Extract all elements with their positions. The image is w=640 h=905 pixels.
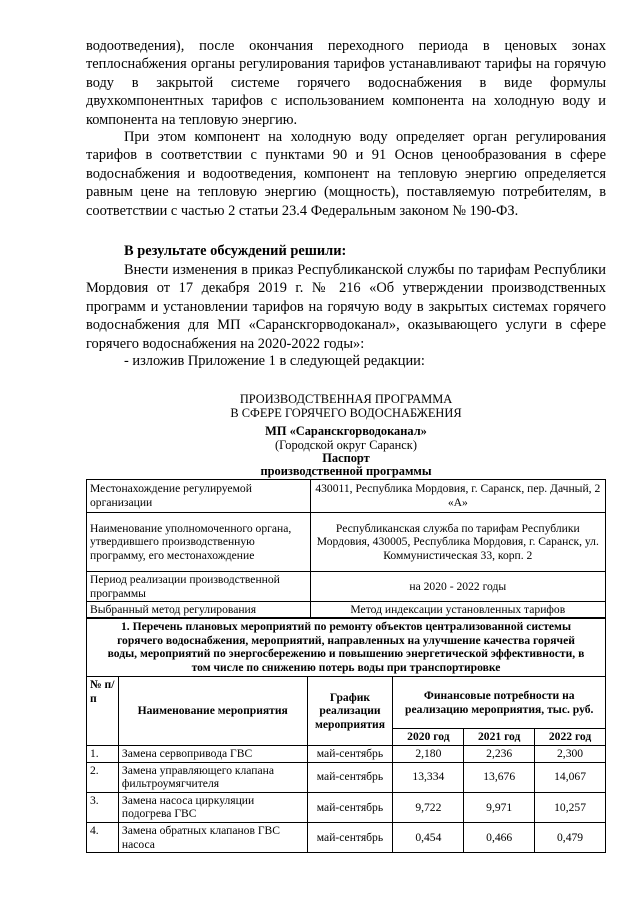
passport-table [86, 479, 606, 619]
row-schedule: май-сентябрь [307, 745, 393, 762]
table-row [87, 745, 606, 762]
program-org: МП «Саранскгорводоканал» [265, 424, 427, 438]
row-num: 1. [87, 745, 119, 762]
row-schedule: май-сентябрь [307, 822, 393, 852]
header-schedule: График реализации мероприятия [307, 677, 393, 746]
row-2022: 2,300 [535, 745, 606, 762]
row-2021: 13,676 [464, 762, 535, 792]
table-row [87, 822, 606, 852]
row-name: Замена сервопривода ГВС [118, 745, 307, 762]
passport-row [87, 513, 606, 572]
passport-title: Паспорт [322, 451, 370, 465]
row-2022: 0,479 [535, 822, 606, 852]
row-num: 2. [87, 762, 119, 792]
row-name: Замена насоса циркуляции подогрева ГВС [118, 792, 307, 822]
passport-label: Местонахождение регулируемой организации [87, 480, 311, 513]
passport-label: Период реализации производственной программы [87, 572, 311, 602]
header-row [87, 677, 606, 729]
passport-label: Выбранный метод регулирования [87, 602, 311, 619]
row-2020: 0,454 [393, 822, 464, 852]
row-name: Замена управляющего клапана фильтроумягчителя [118, 762, 307, 792]
header-name: Наименование мероприятия [118, 677, 307, 746]
table-row [87, 762, 606, 792]
decision-heading: В результате обсуждений решили: [124, 243, 347, 259]
passport-row [87, 572, 606, 602]
row-schedule: май-сентябрь [307, 792, 393, 822]
row-name: Замена обратных клапанов ГВС насоса [118, 822, 307, 852]
row-2020: 9,722 [393, 792, 464, 822]
paragraph-decision: Внести изменения в приказ Республиканской службы по тарифам Республики Мордовия от 17 декабря 2019 г. № 216 «Об утверждении производственных программ и установлении тарифов на горячую воду в закрытых системах горячего водоснабжения для МП «Саранскгорводоканал», оказывающего услуги в сфере горячего водоснабжения на 2020-2022 годы»: [86, 262, 606, 352]
program-title-line1: ПРОИЗВОДСТВЕННАЯ ПРОГРАММА [239, 392, 453, 406]
header-num: № п/п [87, 677, 119, 746]
passport-row [87, 602, 606, 619]
passport-value: на 2020 - 2022 годы [310, 572, 605, 602]
paragraph-continued: водоотведения), после окончания переходного периода в ценовых зонах теплоснабжения органы регулирования тарифов устанавливают тарифы на горячую воду в закрытой системе горячего водоснабжения в виде формулы двухкомпонентных тарифов с использованием компонента на холодную воду и компонента на тепловую энергию. [86, 38, 606, 128]
row-num: 3. [87, 792, 119, 822]
section-title-row [87, 618, 606, 677]
header-year-2021: 2021 год [464, 729, 535, 746]
passport-subtitle: производственной программы [260, 464, 432, 478]
row-2022: 10,257 [535, 792, 606, 822]
paragraph-annex: - изложив Приложение 1 в следующей редакции: [124, 353, 425, 369]
program-district: (Городской округ Саранск) [275, 438, 417, 452]
passport-value: 430011, Республика Мордовия, г. Саранск, пер. Дачный, 2 «А» [310, 480, 605, 513]
row-schedule: май-сентябрь [307, 762, 393, 792]
row-2020: 2,180 [393, 745, 464, 762]
header-year-2022: 2022 год [535, 729, 606, 746]
table-row [87, 792, 606, 822]
passport-value: Метод индексации установленных тарифов [310, 602, 605, 619]
passport-row [87, 480, 606, 513]
row-2021: 2,236 [464, 745, 535, 762]
row-num: 4. [87, 822, 119, 852]
header-finance: Финансовые потребности на реализацию мероприятия, тыс. руб. [393, 677, 606, 729]
row-2021: 9,971 [464, 792, 535, 822]
passport-label: Наименование уполномоченного органа, утвердившего производственную программу, его местонахождение [87, 513, 311, 572]
row-2021: 0,466 [464, 822, 535, 852]
paragraph-component: При этом компонент на холодную воду определяет орган регулирования тарифов в соответствии с пунктами 90 и 91 Основ ценообразования в сфере водоснабжения и водоотведения, компонент на тепловую энергию определяется равным цене на тепловую энергию (мощность), поставляемую потребителям, в соответствии с частью 2 статьи 23.4 Федеральным законом № 190-ФЗ. [86, 129, 606, 219]
row-2022: 14,067 [535, 762, 606, 792]
passport-value: Республиканская служба по тарифам Республики Мордовия, 430005, Республика Мордовия, г. Саранск, ул. Коммунистическая 33, корп. 2 [310, 513, 605, 572]
row-2020: 13,334 [393, 762, 464, 792]
section-title: 1. Перечень плановых мероприятий по ремонту объектов централизованной системы горячего водоснабжения, мероприятий, направленных на улучшение качества горячей воды, мероприятий по энергосбережению и повышению энергетической эффективности, в том числе по снижению потерь воды при транспортировке [87, 618, 606, 677]
measures-table [86, 617, 606, 853]
header-year-2020: 2020 год [393, 729, 464, 746]
program-title-line2: В СФЕРЕ ГОРЯЧЕГО ВОДОСНАБЖЕНИЯ [230, 406, 462, 420]
